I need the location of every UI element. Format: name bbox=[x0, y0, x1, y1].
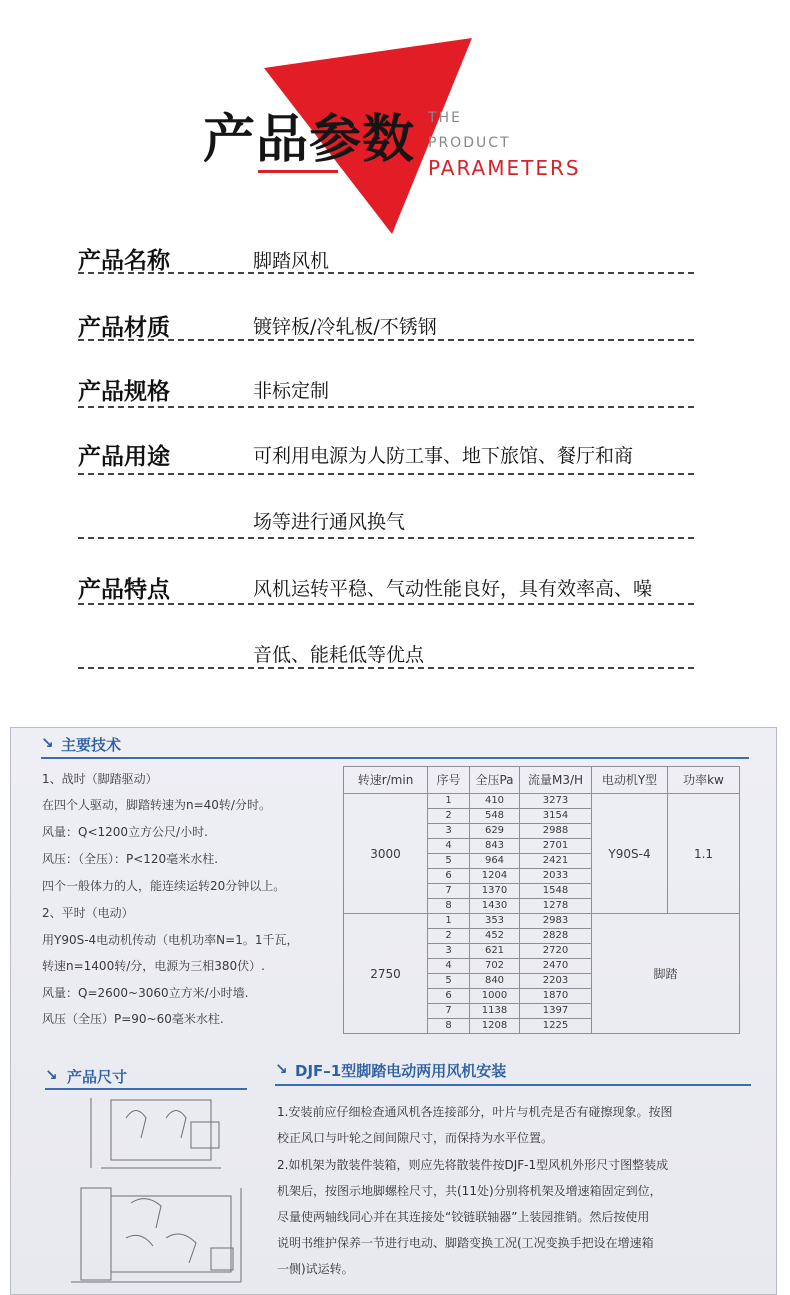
speed-cell: 2750 bbox=[344, 914, 428, 1034]
table-cell: 3 bbox=[428, 944, 470, 959]
table-cell: 1397 bbox=[520, 1004, 592, 1019]
spec-line: 2、平时（电动） bbox=[42, 906, 134, 920]
install-note: 一侧)试运转。 bbox=[277, 1262, 354, 1276]
table-cell: 1430 bbox=[470, 899, 520, 914]
dashed-divider bbox=[78, 339, 694, 341]
table-header: 序号 bbox=[428, 767, 470, 794]
table-cell: 1000 bbox=[470, 989, 520, 1004]
param-label: 产品特点 bbox=[78, 577, 170, 603]
install-note: 2.如机架为散装件装箱，则应先将散装件按DJF-1型风机外形尺寸图整装成 bbox=[277, 1158, 669, 1172]
spec-line: 1、战时（脚踏驱动） bbox=[42, 772, 158, 786]
spec-line: 在四个人驱动，脚踏转速为n=40转/分时。 bbox=[42, 798, 271, 812]
spec-line: 四个一般体力的人，能连续运转20分钟以上。 bbox=[42, 879, 286, 893]
table-cell: 6 bbox=[428, 869, 470, 884]
section-divider bbox=[275, 1084, 751, 1086]
table-cell: 1548 bbox=[520, 884, 592, 899]
table-header-row bbox=[344, 767, 740, 794]
performance-table bbox=[343, 766, 740, 1034]
table-cell: 1 bbox=[428, 794, 470, 809]
spec-line: 用Y90S-4电动机传动（电机功率N=1。1千瓦， bbox=[42, 933, 299, 947]
table-header: 功率kw bbox=[668, 767, 740, 794]
table-cell: 621 bbox=[470, 944, 520, 959]
title-en-line3: PARAMETERS bbox=[428, 156, 581, 180]
table-cell: 8 bbox=[428, 1019, 470, 1034]
table-cell: 2421 bbox=[520, 854, 592, 869]
page-title: 产品参数 bbox=[203, 110, 416, 170]
spec-line: 风压（全压）P=90~60毫米水柱. bbox=[42, 1012, 224, 1026]
table-cell: 2720 bbox=[520, 944, 592, 959]
table-cell: 1 bbox=[428, 914, 470, 929]
fan-dimension-drawing bbox=[71, 1098, 251, 1290]
table-cell: 843 bbox=[470, 839, 520, 854]
table-cell: 410 bbox=[470, 794, 520, 809]
dashed-divider bbox=[78, 272, 694, 274]
table-cell: 3 bbox=[428, 824, 470, 839]
spec-sheet-scan bbox=[10, 727, 777, 1295]
table-header: 流量M3/H bbox=[520, 767, 592, 794]
param-value: 非标定制 bbox=[253, 380, 330, 402]
param-value: 镀锌板/冷轧板/不锈钢 bbox=[253, 316, 437, 338]
table-header: 转速r/min bbox=[344, 767, 428, 794]
table-cell: 1225 bbox=[520, 1019, 592, 1034]
param-value-cont: 音低、能耗低等优点 bbox=[253, 644, 425, 666]
arrow-icon: ↘ bbox=[45, 1066, 58, 1084]
install-note: 尽量使两轴线同心并在其连接处“铰链联轴器”上装园推销。然后按使用 bbox=[277, 1210, 650, 1224]
title-en-line1: THE bbox=[428, 110, 462, 126]
section-title-install: DJF–1型脚踏电动两用风机安装 bbox=[295, 1062, 507, 1080]
table-cell: 452 bbox=[470, 929, 520, 944]
section-divider bbox=[41, 757, 749, 759]
section-divider bbox=[45, 1088, 247, 1090]
param-value: 可利用电源为人防工事、地下旅馆、餐厅和商 bbox=[253, 445, 634, 467]
table-header: 全压Pa bbox=[470, 767, 520, 794]
section-title-tech: 主要技术 bbox=[61, 736, 122, 754]
table-cell: 2828 bbox=[520, 929, 592, 944]
spec-line: 风量：Q<1200立方公尺/小时. bbox=[42, 825, 208, 839]
table-cell: 353 bbox=[470, 914, 520, 929]
dashed-divider bbox=[78, 603, 694, 605]
table-cell: 840 bbox=[470, 974, 520, 989]
arrow-icon: ↘ bbox=[41, 734, 54, 752]
dashed-divider bbox=[78, 473, 694, 475]
table-cell: 1278 bbox=[520, 899, 592, 914]
table-row bbox=[344, 914, 740, 929]
table-cell: 7 bbox=[428, 884, 470, 899]
dashed-divider bbox=[78, 406, 694, 408]
table-cell: 2701 bbox=[520, 839, 592, 854]
title-underline bbox=[258, 170, 338, 173]
param-label: 产品名称 bbox=[78, 248, 170, 274]
table-cell: 3273 bbox=[520, 794, 592, 809]
dashed-divider bbox=[78, 667, 694, 669]
table-cell: 964 bbox=[470, 854, 520, 869]
motor-cell: Y90S-4 bbox=[592, 794, 668, 914]
param-label: 产品规格 bbox=[78, 379, 170, 405]
table-cell: 4 bbox=[428, 959, 470, 974]
table-cell: 8 bbox=[428, 899, 470, 914]
table-cell: 1138 bbox=[470, 1004, 520, 1019]
drive-cell: 脚踏 bbox=[592, 914, 740, 1034]
table-cell: 702 bbox=[470, 959, 520, 974]
table-cell: 2470 bbox=[520, 959, 592, 974]
table-cell: 629 bbox=[470, 824, 520, 839]
table-cell: 1204 bbox=[470, 869, 520, 884]
table-cell: 548 bbox=[470, 809, 520, 824]
table-cell: 2203 bbox=[520, 974, 592, 989]
table-cell: 3154 bbox=[520, 809, 592, 824]
table-cell: 1370 bbox=[470, 884, 520, 899]
arrow-icon: ↘ bbox=[275, 1060, 288, 1078]
table-cell: 2983 bbox=[520, 914, 592, 929]
param-value: 脚踏风机 bbox=[253, 250, 330, 272]
install-note: 机架后，按图示地脚螺栓尺寸，共(11处)分别将机架及增速箱固定到位， bbox=[277, 1184, 662, 1198]
install-note: 说明书维护保养一节进行电动、脚踏变换工况(工况变换手把设在增速箱 bbox=[277, 1236, 654, 1250]
param-label: 产品用途 bbox=[78, 444, 170, 470]
section-title-size: 产品尺寸 bbox=[67, 1068, 128, 1086]
speed-cell: 3000 bbox=[344, 794, 428, 914]
spec-line: 风压：（全压）：P<120毫米水柱. bbox=[42, 852, 219, 866]
table-cell: 5 bbox=[428, 974, 470, 989]
table-row bbox=[344, 794, 740, 809]
spec-line: 风量：Q=2600~3060立方米/小时墙. bbox=[42, 986, 249, 1000]
table-header: 电动机Y型 bbox=[592, 767, 668, 794]
power-cell: 1.1 bbox=[668, 794, 740, 914]
install-note: 校正风口与叶轮之间间隙尺寸，而保持为水平位置。 bbox=[277, 1131, 554, 1145]
param-label: 产品材质 bbox=[78, 315, 170, 341]
table-cell: 1870 bbox=[520, 989, 592, 1004]
table-cell: 7 bbox=[428, 1004, 470, 1019]
table-cell: 2 bbox=[428, 809, 470, 824]
table-cell: 2033 bbox=[520, 869, 592, 884]
table-cell: 2988 bbox=[520, 824, 592, 839]
title-en-line2: PRODUCT bbox=[428, 135, 511, 151]
dashed-divider bbox=[78, 537, 694, 539]
param-value: 风机运转平稳、气动性能良好，具有效率高、噪 bbox=[253, 578, 653, 600]
table-cell: 2 bbox=[428, 929, 470, 944]
table-cell: 5 bbox=[428, 854, 470, 869]
table-cell: 1208 bbox=[470, 1019, 520, 1034]
install-note: 1.安装前应仔细检查通风机各连接部分，叶片与机壳是否有碰擦现象。按图 bbox=[277, 1105, 673, 1119]
table-cell: 4 bbox=[428, 839, 470, 854]
param-value-cont: 场等进行通风换气 bbox=[253, 511, 406, 533]
spec-line: 转速n=1400转/分，电源为三相380伏）. bbox=[42, 959, 265, 973]
table-cell: 6 bbox=[428, 989, 470, 1004]
